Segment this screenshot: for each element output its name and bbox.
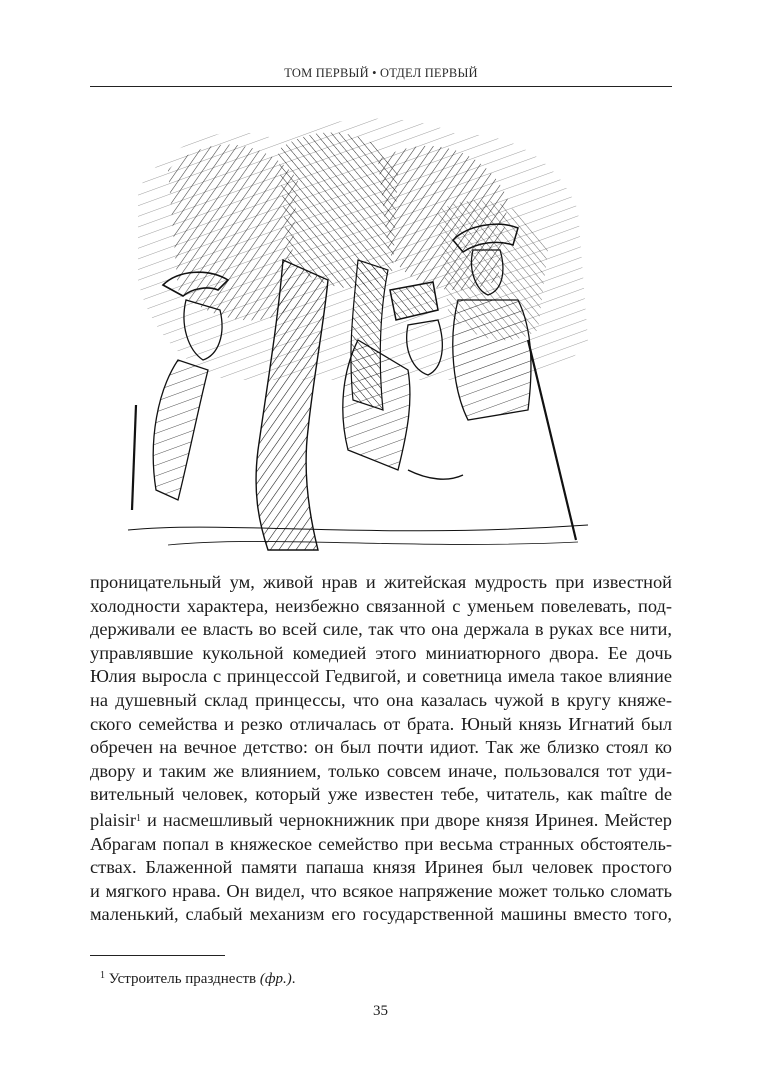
body-line-6: на душевный склад принцессы, что она казалась чужой в кругу княже- (90, 689, 672, 710)
footnote-number: 1 (100, 970, 105, 981)
body-line-2: холодности характера, неизбежно связанной с уменьем повелевать, под- (90, 595, 672, 616)
footnote-reference: 1 (135, 812, 141, 824)
body-line-11-start: plaisir (90, 809, 136, 830)
running-head: ТОМ ПЕРВЫЙ • ОТДЕЛ ПЕРВЫЙ (284, 66, 478, 80)
body-line-1: проницательный ум, живой нрав и житейская мудрость при известной (90, 572, 672, 592)
body-line-11 (90, 807, 672, 833)
body-line-13: ствах. Блаженной памяти папаша князя Иринея был человек простого (90, 857, 672, 878)
body-line-9: двору и таким же влиянием, только совсем иначе, пользовался тот уди- (90, 760, 672, 781)
body-line-4: управлявшие кукольной комедией этого миниатюрного двора. Ее дочь (90, 642, 672, 663)
body-line-3: держивали ее власть во всей силе, так что она держала в руках все нити, (90, 619, 672, 640)
body-line-7: ского семейства и резко отличалась от брата. Юный князь Игнатий был (90, 713, 672, 734)
footnote-italic: (фр.) (259, 971, 292, 987)
footnote-text: Устроитель празднеств (105, 971, 260, 987)
body-line-8: обречен на вечное детство: он был почти идиот. Так же близко стоял ко (90, 737, 672, 758)
body-text (90, 571, 672, 927)
header-rule (90, 86, 672, 87)
body-line-10: вительный человек, который уже известен тебе, читатель, как maître de (90, 784, 672, 805)
illustration-icon (108, 110, 602, 556)
page-number: 35 (373, 1003, 388, 1019)
footnote (100, 966, 296, 989)
footnote-end: . (291, 971, 296, 987)
body-line-15: маленький, слабый механизм его государственной машины вместо того, (90, 904, 672, 925)
body-line-5: Юлия выросла с принцессой Гедвигой, и советница имела такое влияние (90, 666, 672, 687)
body-line-12: Абрагам попал в княжеское семейство при весьма странных обстоятель- (90, 833, 672, 854)
body-line-11-rest: и насмешливый чернокнижник при дворе князя Иринея. Мейстер (140, 809, 672, 830)
footnote-rule (90, 955, 225, 956)
body-line-14: и мягкого нрава. Он видел, что всякое напряжение может только сломать (90, 880, 672, 901)
